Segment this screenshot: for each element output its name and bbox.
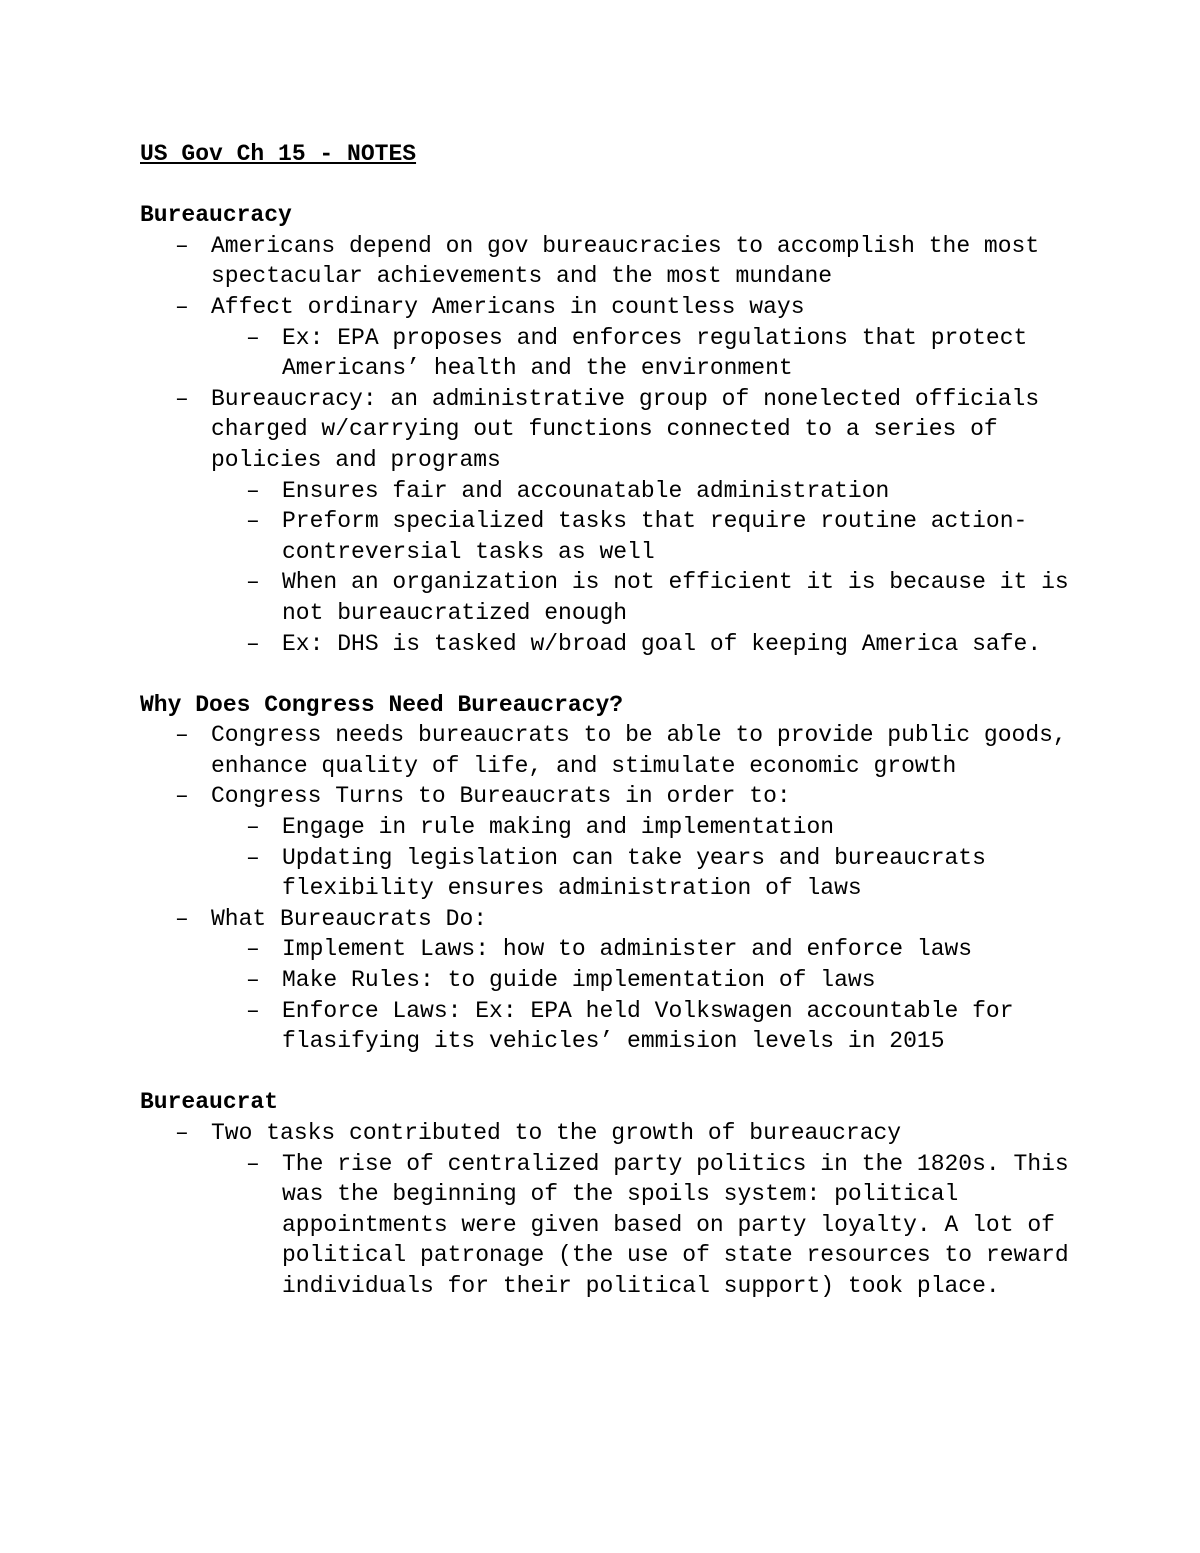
- bullet-text: Affect ordinary Americans in countless ways: [211, 293, 805, 320]
- bullet-text: Make Rules: to guide implementation of laws: [282, 967, 876, 994]
- document-page: [140, 139, 1080, 1302]
- sub-bullet-item: [140, 476, 1080, 507]
- sub-bullet-item: [140, 506, 1080, 567]
- section: [140, 1087, 1080, 1301]
- bullet-text: Two tasks contributed to the growth of bureaucracy: [211, 1120, 902, 1146]
- bullet-text: Congress Turns to Bureaucrats in order to:: [211, 783, 791, 810]
- sub-bullet-item: [140, 934, 1080, 965]
- section: [140, 690, 1080, 1057]
- sub-bullet-item: [140, 843, 1080, 904]
- dash-bullet-icon: –: [175, 722, 189, 749]
- spacer: [140, 659, 1080, 690]
- bullet-item: [140, 904, 1080, 935]
- bullet-text: Implement Laws: how to administer and enforce laws: [282, 936, 973, 963]
- spacer: [140, 1057, 1080, 1088]
- dash-bullet-icon: –: [175, 232, 189, 259]
- bullet-text: Updating legislation can take years and bureaucrats flexibility ensures administration of laws: [282, 844, 986, 902]
- bullet-item: [140, 781, 1080, 812]
- dash-bullet-icon: –: [246, 997, 260, 1024]
- dash-bullet-icon: –: [246, 814, 260, 841]
- sub-bullet-item: [140, 1149, 1080, 1302]
- dash-bullet-icon: –: [246, 630, 260, 657]
- bullet-text: Ensures fair and accounatable administration: [282, 477, 890, 504]
- dash-bullet-icon: –: [175, 905, 189, 932]
- bullet-text: Bureaucracy: an administrative group of nonelected officials charged w/carrying out functions connected to a series of policies and programs: [211, 385, 1040, 473]
- section-heading: Bureaucracy: [140, 202, 292, 229]
- bullet-text: Congress needs bureaucrats to be able to provide public goods, enhance quality of life, and stimulate economic growth: [211, 722, 1067, 779]
- bullet-text: What Bureaucrats Do:: [211, 905, 488, 932]
- dash-bullet-icon: –: [175, 293, 189, 320]
- bullet-text: Enforce Laws: Ex: EPA held Volkswagen accountable for flasifying its vehicles’ emmision levels in 2015: [282, 997, 1014, 1055]
- sub-bullet-item: [140, 965, 1080, 996]
- bullet-item: [140, 720, 1080, 781]
- bullet-item: [140, 1118, 1080, 1149]
- bullet-text: Preform specialized tasks that require routine action-contreversial tasks as well: [282, 508, 1028, 565]
- bullet-text: Engage in rule making and implementation: [282, 814, 835, 841]
- dash-bullet-icon: –: [175, 385, 189, 412]
- dash-bullet-icon: –: [246, 1150, 260, 1177]
- section: [140, 200, 1080, 659]
- dash-bullet-icon: –: [175, 1120, 189, 1146]
- bullet-item: [140, 292, 1080, 323]
- dash-bullet-icon: –: [246, 844, 260, 871]
- dash-bullet-icon: –: [246, 324, 260, 351]
- dash-bullet-icon: –: [246, 477, 260, 504]
- bullet-item: [140, 384, 1080, 476]
- bullet-text: Ex: EPA proposes and enforces regulations that protect Americans’ health and the environment: [282, 324, 1028, 382]
- sub-bullet-item: [140, 567, 1080, 628]
- dash-bullet-icon: –: [246, 508, 260, 535]
- bullet-text: Americans depend on gov bureaucracies to accomplish the most spectacular achievements and the most mundane: [211, 232, 1040, 290]
- sub-bullet-item: [140, 812, 1080, 843]
- section-heading: Bureaucrat: [140, 1089, 279, 1116]
- document-title: US Gov Ch 15 - NOTES: [140, 141, 417, 167]
- spacer: [140, 170, 1080, 201]
- sub-bullet-item: [140, 323, 1080, 384]
- bullet-text: Ex: DHS is tasked w/broad goal of keeping America safe.: [282, 630, 1042, 657]
- bullet-text: When an organization is not efficient it is because it is not bureaucratized enough: [282, 569, 1069, 626]
- sub-bullet-item: [140, 996, 1080, 1057]
- sections-container: [140, 200, 1080, 1301]
- sub-bullet-item: [140, 629, 1080, 660]
- dash-bullet-icon: –: [246, 569, 260, 596]
- dash-bullet-icon: –: [175, 783, 189, 810]
- section-heading: Why Does Congress Need Bureaucracy?: [140, 691, 624, 718]
- bullet-item: [140, 231, 1080, 292]
- dash-bullet-icon: –: [246, 936, 260, 963]
- bullet-text: The rise of centralized party politics in the 1820s. This was the beginning of the spoils system: political appointments were given based on party loyalty. A lot of political patronage (the use of state resources to reward individuals for their political support) took place.: [282, 1150, 1069, 1299]
- dash-bullet-icon: –: [246, 967, 260, 994]
